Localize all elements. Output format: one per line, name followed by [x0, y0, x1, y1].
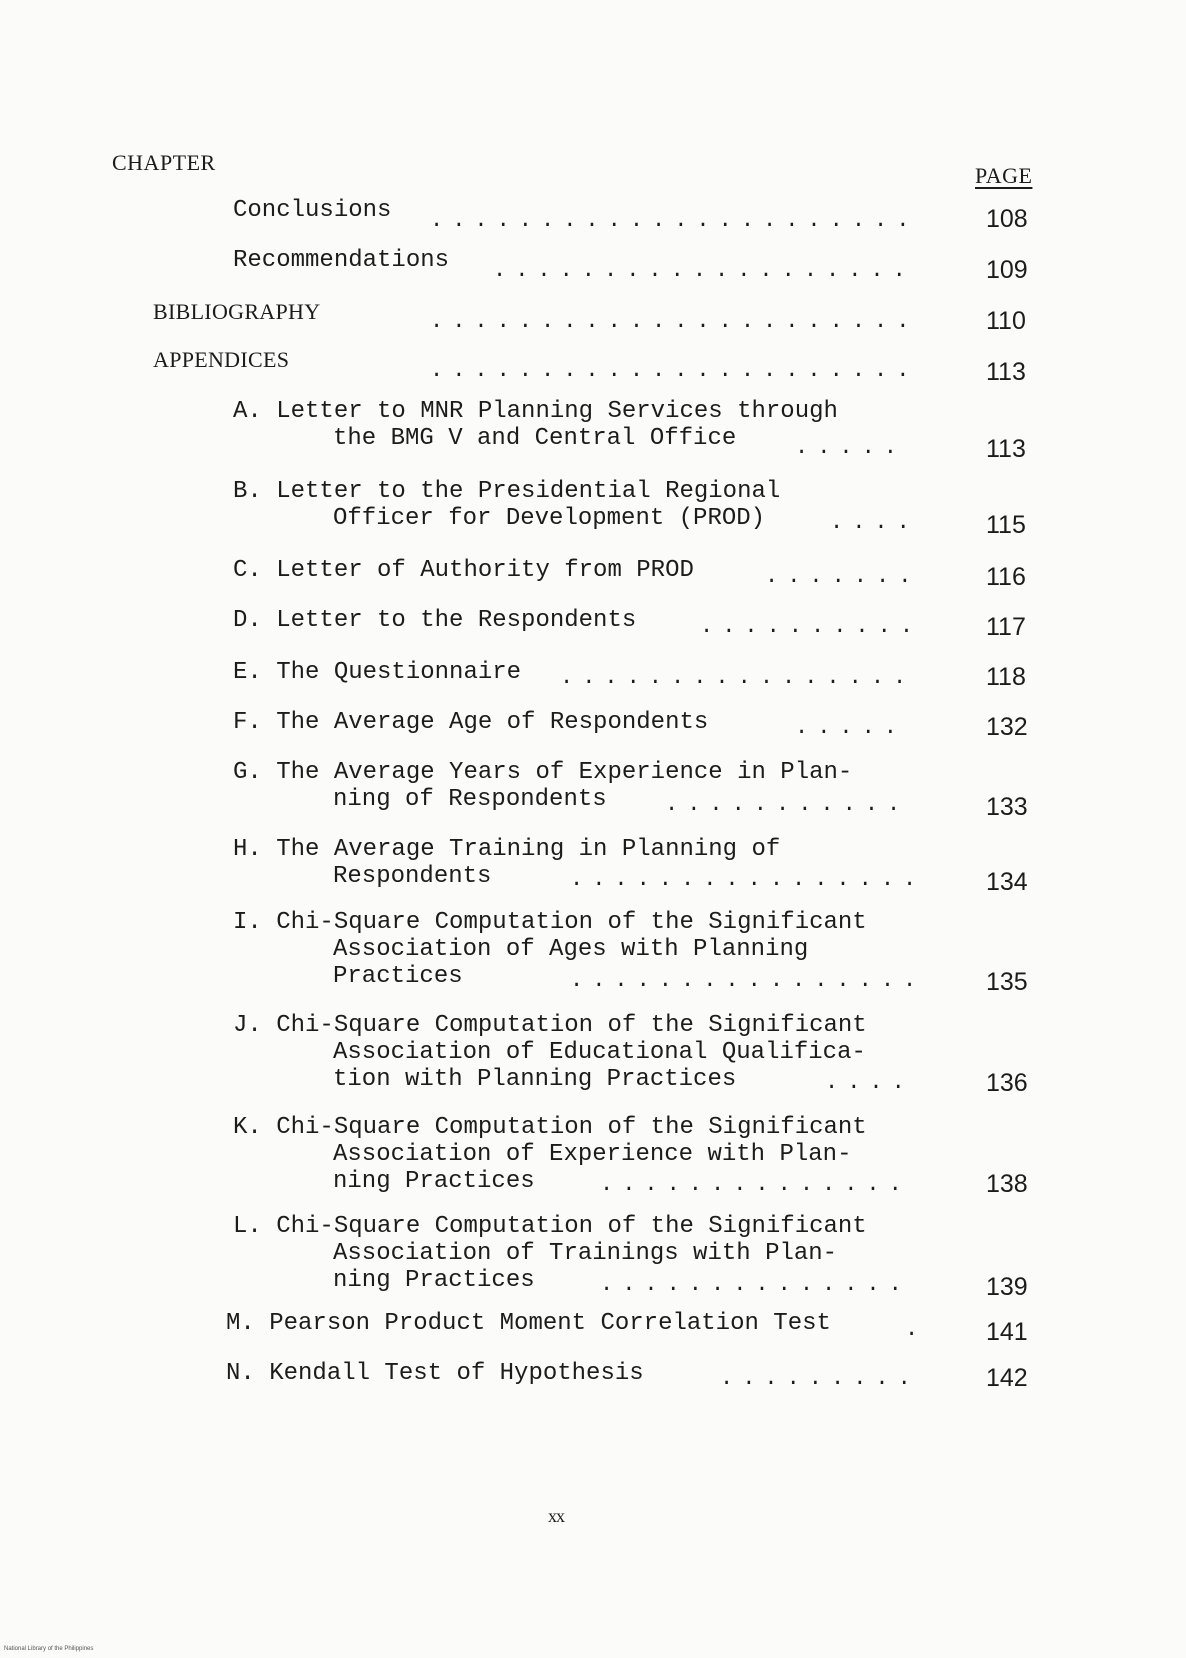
- toc-page-number: 138: [986, 1170, 1028, 1198]
- dot-leader: ...................: [493, 258, 915, 283]
- dot-leader: ...........: [665, 792, 910, 817]
- toc-entry-text: H. The Average Training in Planning of: [233, 836, 781, 863]
- dot-leader: .: [905, 1317, 928, 1342]
- toc-entry-appendix-d: [233, 607, 636, 634]
- toc-page-number: 113: [986, 435, 1026, 463]
- toc-page-number: 115: [986, 511, 1026, 539]
- toc-entry-conclusions: [233, 197, 391, 224]
- toc-page-number: 109: [986, 256, 1028, 284]
- dot-leader: ..............: [600, 1272, 911, 1297]
- page-heading: PAGE: [975, 163, 1033, 188]
- toc-page-number: 116: [986, 563, 1026, 591]
- toc-entry-text: G. The Average Years of Experience in Plan-: [233, 759, 853, 786]
- dot-leader: ..........: [700, 614, 923, 639]
- toc-entry-text: M. Pearson Product Moment Correlation Test: [226, 1310, 831, 1337]
- dot-leader: .....: [795, 435, 907, 460]
- toc-entry-text: K. Chi-Square Computation of the Significant: [233, 1114, 867, 1141]
- scan-note: National Library of the Philippines: [4, 1646, 94, 1652]
- toc-entry-text: C. Letter of Authority from PROD: [233, 557, 694, 584]
- toc-entry-text: N. Kendall Test of Hypothesis: [226, 1360, 644, 1387]
- toc-entry-text: ning Practices: [333, 1267, 535, 1294]
- dot-leader: ..............: [600, 1172, 911, 1197]
- toc-entry-appendix-c: [233, 557, 694, 584]
- toc-entry-text: J. Chi-Square Computation of the Significant: [233, 1012, 867, 1039]
- dot-leader: .....: [795, 715, 907, 740]
- dot-leader: ................: [560, 665, 916, 690]
- toc-page-number: 142: [986, 1364, 1028, 1392]
- toc-page-number: 113: [986, 358, 1026, 386]
- toc-page-number: 117: [986, 613, 1026, 641]
- toc-entry-text: F. The Average Age of Respondents: [233, 709, 709, 736]
- toc-entry-text: E. The Questionnaire: [233, 659, 522, 686]
- toc-entry-text: the BMG V and Central Office: [333, 425, 737, 452]
- chapter-heading: CHAPTER: [112, 150, 216, 175]
- toc-entry-recommendations: [233, 247, 449, 274]
- dot-leader: ......................: [430, 208, 919, 233]
- toc-page-number: 136: [986, 1069, 1028, 1097]
- toc-entry-text: BIBLIOGRAPHY: [153, 299, 321, 324]
- toc-entry-appendix-m: [226, 1310, 831, 1337]
- toc-entry-text: Respondents: [333, 863, 492, 890]
- dot-leader: ................: [570, 968, 926, 993]
- toc-entry-text: Officer for Development (PROD): [333, 505, 766, 532]
- dot-leader: .......: [765, 564, 921, 589]
- toc-entry-appendices: [153, 346, 289, 373]
- toc-page-number: 133: [986, 793, 1028, 821]
- toc-page-number: 139: [986, 1273, 1028, 1301]
- dot-leader: ......................: [430, 309, 919, 334]
- toc-entry-appendix-n: [226, 1360, 644, 1387]
- toc-entry-text: Association of Ages with Planning: [333, 936, 809, 963]
- dot-leader: ....: [825, 1070, 914, 1095]
- toc-entry-appendix-f: [233, 709, 708, 736]
- toc-entry-text: Association of Trainings with Plan-: [333, 1240, 838, 1267]
- toc-page-number: 135: [986, 968, 1028, 996]
- toc-entry-text: ning Practices: [333, 1168, 535, 1195]
- toc-entry-appendix-j: [233, 1012, 867, 1093]
- toc-entry-text: tion with Planning Practices: [333, 1066, 737, 1093]
- toc-page-number: 132: [986, 713, 1028, 741]
- toc-entry-text: Recommendations: [233, 247, 450, 274]
- toc-entry-text: Association of Educational Qualifica-: [333, 1039, 866, 1066]
- toc-entry-text: B. Letter to the Presidential Regional: [233, 478, 781, 505]
- toc-page-number: 134: [986, 868, 1028, 896]
- toc-page-number: 110: [986, 307, 1026, 335]
- dot-leader: ................: [570, 867, 926, 892]
- toc-entry-text: APPENDICES: [153, 347, 290, 372]
- toc-entry-text: Association of Experience with Plan-: [333, 1141, 852, 1168]
- page-number: xx: [548, 1506, 564, 1526]
- dot-leader: ....: [830, 510, 919, 535]
- toc-entry-appendix-a: [233, 398, 838, 452]
- dot-leader: ......................: [430, 358, 919, 383]
- toc-entry-text: D. Letter to the Respondents: [233, 607, 637, 634]
- toc-entry-text: Practices: [333, 963, 463, 990]
- toc-entry-text: Conclusions: [233, 197, 392, 224]
- dot-leader: .........: [720, 1366, 920, 1391]
- toc-entry-text: I. Chi-Square Computation of the Significant: [233, 909, 867, 936]
- toc-entry-appendix-b: [233, 478, 780, 532]
- toc-page-number: 108: [986, 205, 1028, 233]
- toc-page-number: 141: [986, 1318, 1028, 1346]
- toc-page-number: 118: [986, 663, 1026, 691]
- toc-entry-appendix-e: [233, 659, 521, 686]
- toc-entry-text: A. Letter to MNR Planning Services through: [233, 398, 838, 425]
- toc-entry-text: L. Chi-Square Computation of the Significant: [233, 1213, 867, 1240]
- toc-entry-text: ning of Respondents: [333, 786, 607, 813]
- toc-entry-bibliography: [153, 298, 320, 325]
